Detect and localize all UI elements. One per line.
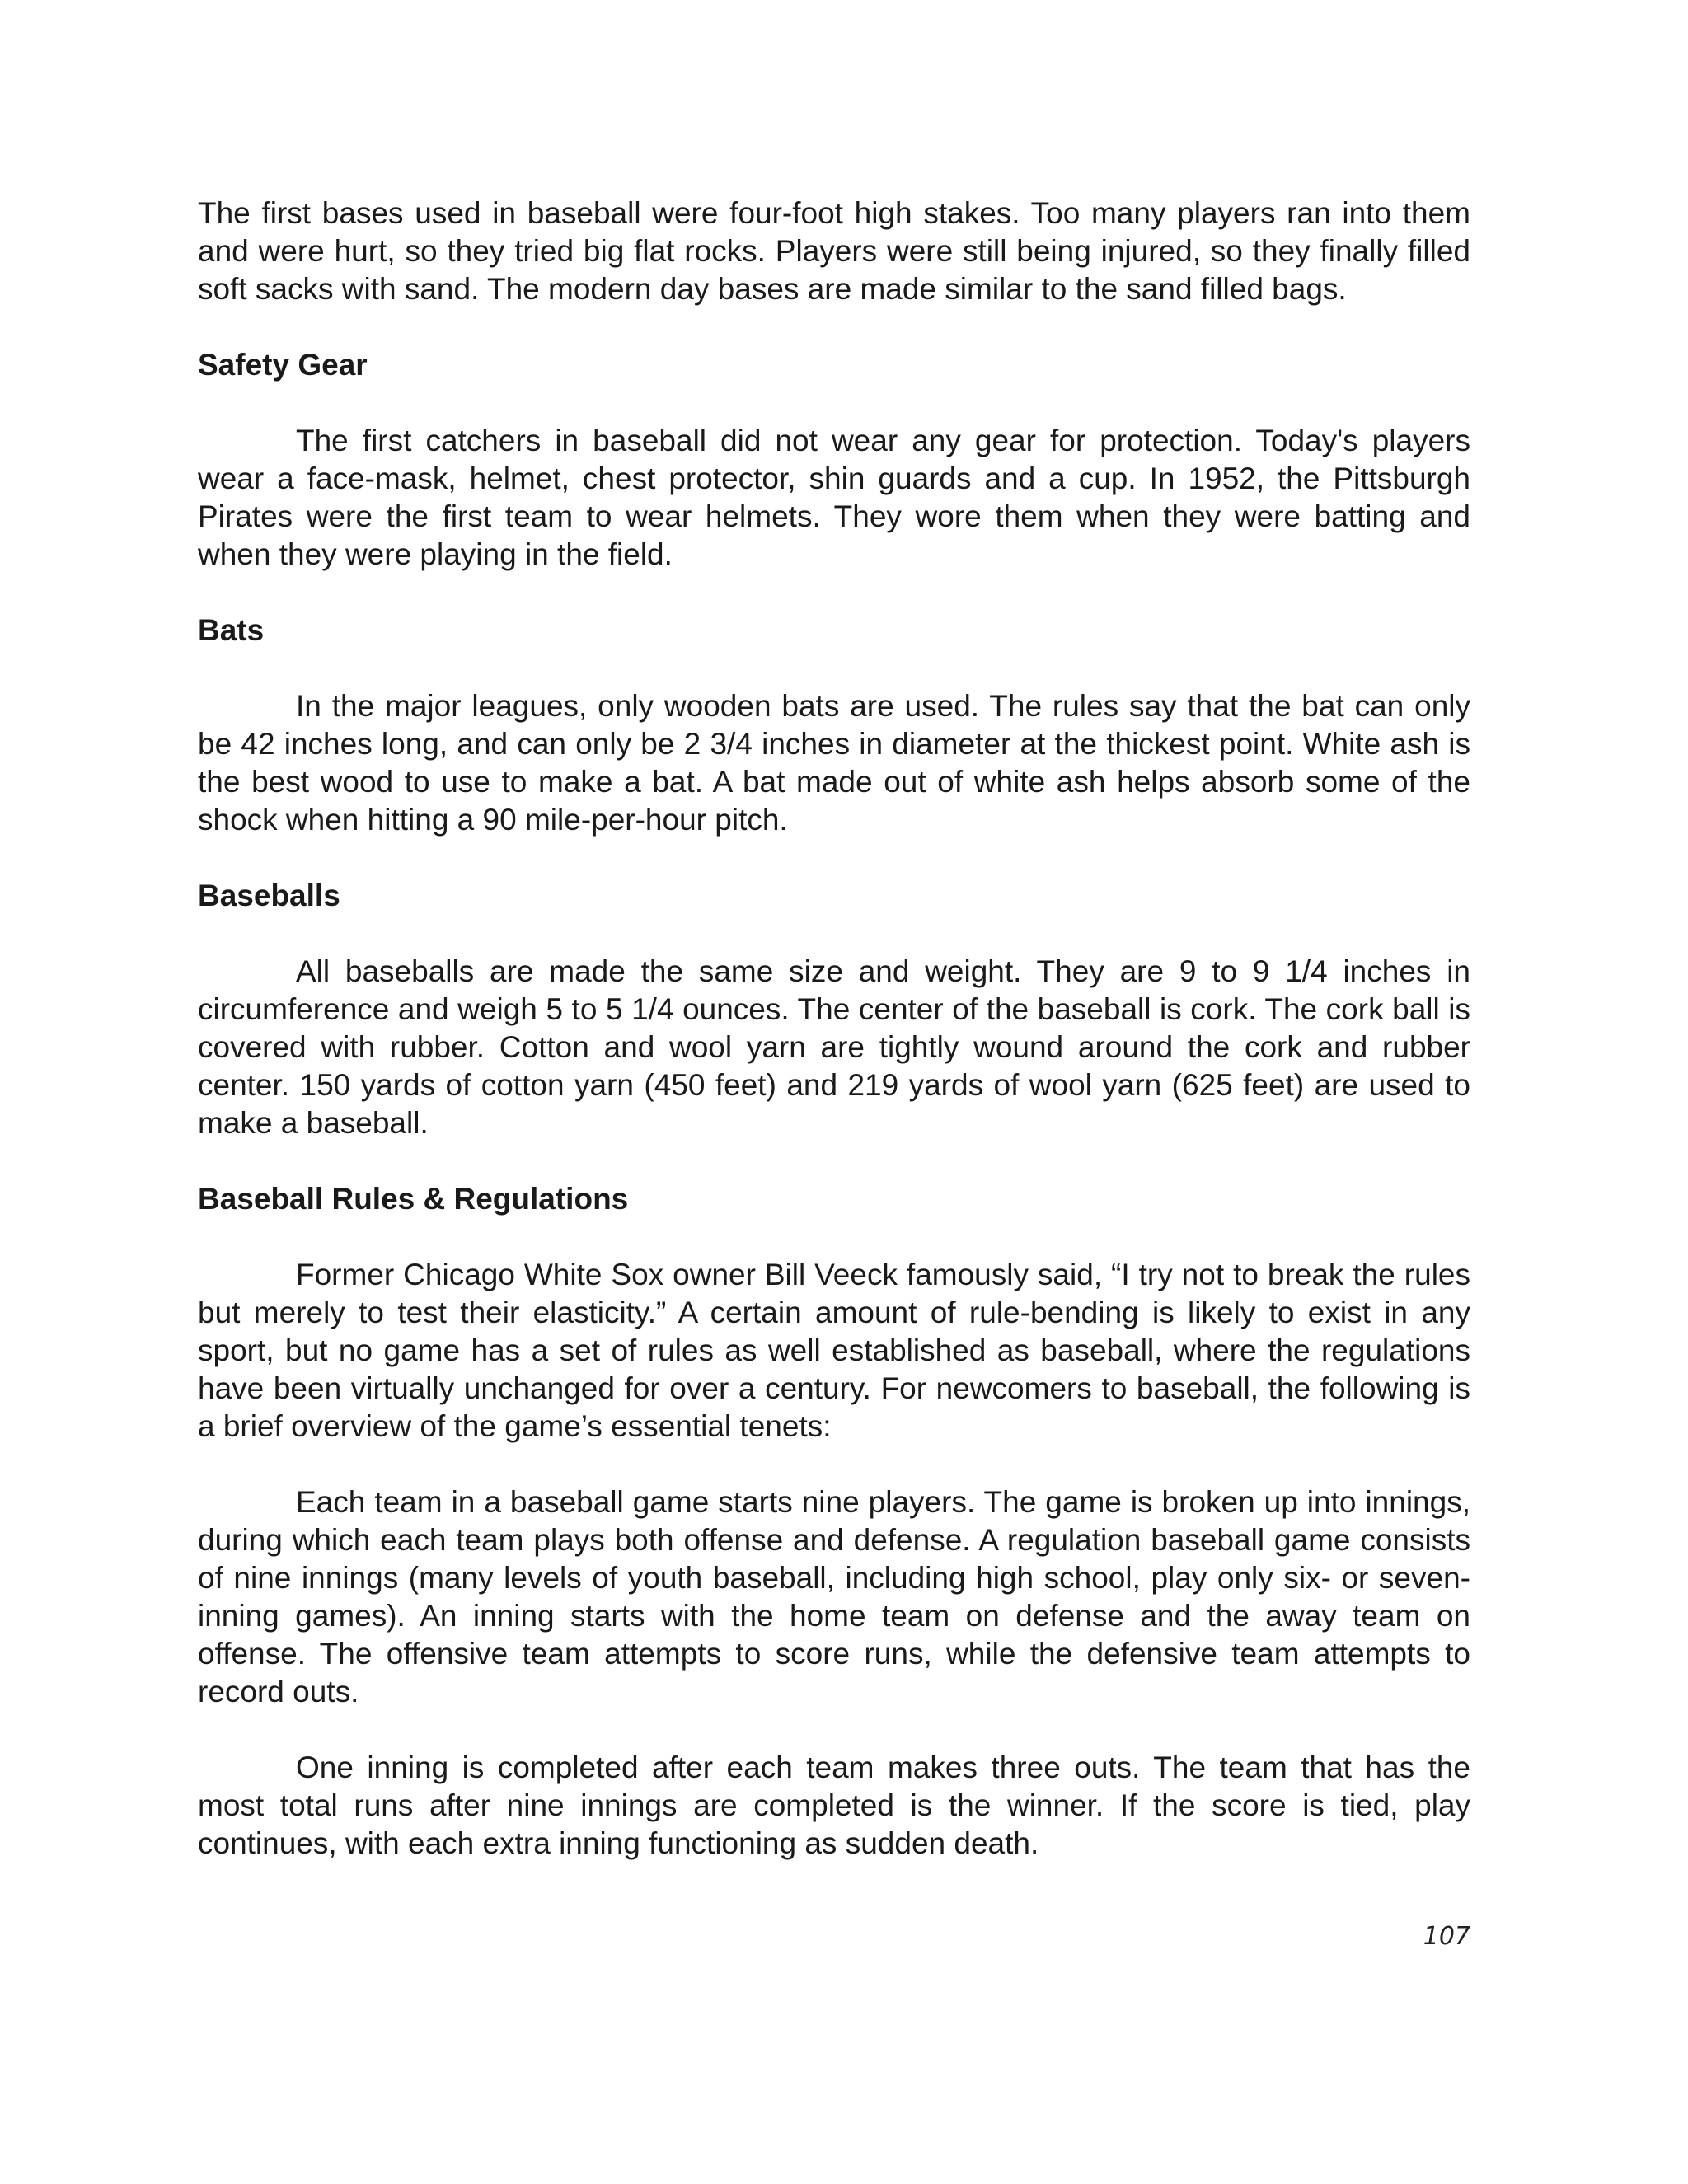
rules-paragraph-veeck: Former Chicago White Sox owner Bill Veeck famously said, “I try not to break the rules but merely to test their elasticity.” A certain amount of rule-bending is likely to exist in any sport, but no game has a set of rules as well established as baseball, where the regulations have been virtually unchanged for over a century. For newcomers to baseball, the following is a brief overview of the game’s essential tenets: (198, 1258, 1470, 1443)
section-heading-safety-gear: Safety Gear (198, 348, 368, 382)
bats-paragraph: In the major leagues, only wooden bats are used. The rules say that the bat can only be 42 inches long, and can only be 2 3/4 inches in diameter at the thickest point. White ash is the best wood to use to make a bat. A bat made out of white ash helps absorb some of the shock when hitting a 90 mile-per-hour pitch. (198, 689, 1470, 837)
rules-paragraph-outs: One inning is completed after each team makes three outs. The team that has the most total runs after nine innings are completed is the winner. If the score is tied, play continues, with each extra inning functioning as sudden death. (198, 1750, 1470, 1860)
section-heading-rules-regulations: Baseball Rules & Regulations (198, 1182, 629, 1216)
section-heading-baseballs: Baseballs (198, 879, 340, 912)
safety-gear-paragraph: The first catchers in baseball did not wear any gear for protection. Today's players wear a face-mask, helmet, chest protector, shin guards and a cup. In 1952, the Pittsburgh Pirates were the first team to wear helmets. They wore them when they were batting and when they were playing in the field. (198, 424, 1470, 571)
baseballs-paragraph: All baseballs are made the same size and weight. They are 9 to 9 1/4 inches in circumference and weigh 5 to 5 1/4 ounces. The center of the baseball is cork. The cork ball is covered with rubber. Cotton and wool yarn are tightly wound around the cork and rubber center. 150 yards of cotton yarn (450 feet) and 219 yards of wool yarn (625 feet) are used to make a baseball. (198, 954, 1470, 1140)
page-number: 107 (1423, 1922, 1470, 1951)
document-page (198, 194, 1470, 1863)
section-heading-bats: Bats (198, 613, 265, 647)
rules-paragraph-innings: Each team in a baseball game starts nine players. The game is broken up into innings, during which each team plays both offense and defense. A regulation baseball game consists of nine innings (many levels of youth baseball, including high school, play only six- or seven-inning games). An inning starts with the home team on defense and the away team on offense. The offensive team attempts to score runs, while the defensive team attempts to record outs. (198, 1485, 1470, 1708)
intro-paragraph: The first bases used in baseball were four-foot high stakes. Too many players ran into them and were hurt, so they tried big flat rocks. Players were still being injured, so they finally filled soft sacks with sand. The modern day bases are made similar to the sand filled bags. (198, 196, 1470, 306)
